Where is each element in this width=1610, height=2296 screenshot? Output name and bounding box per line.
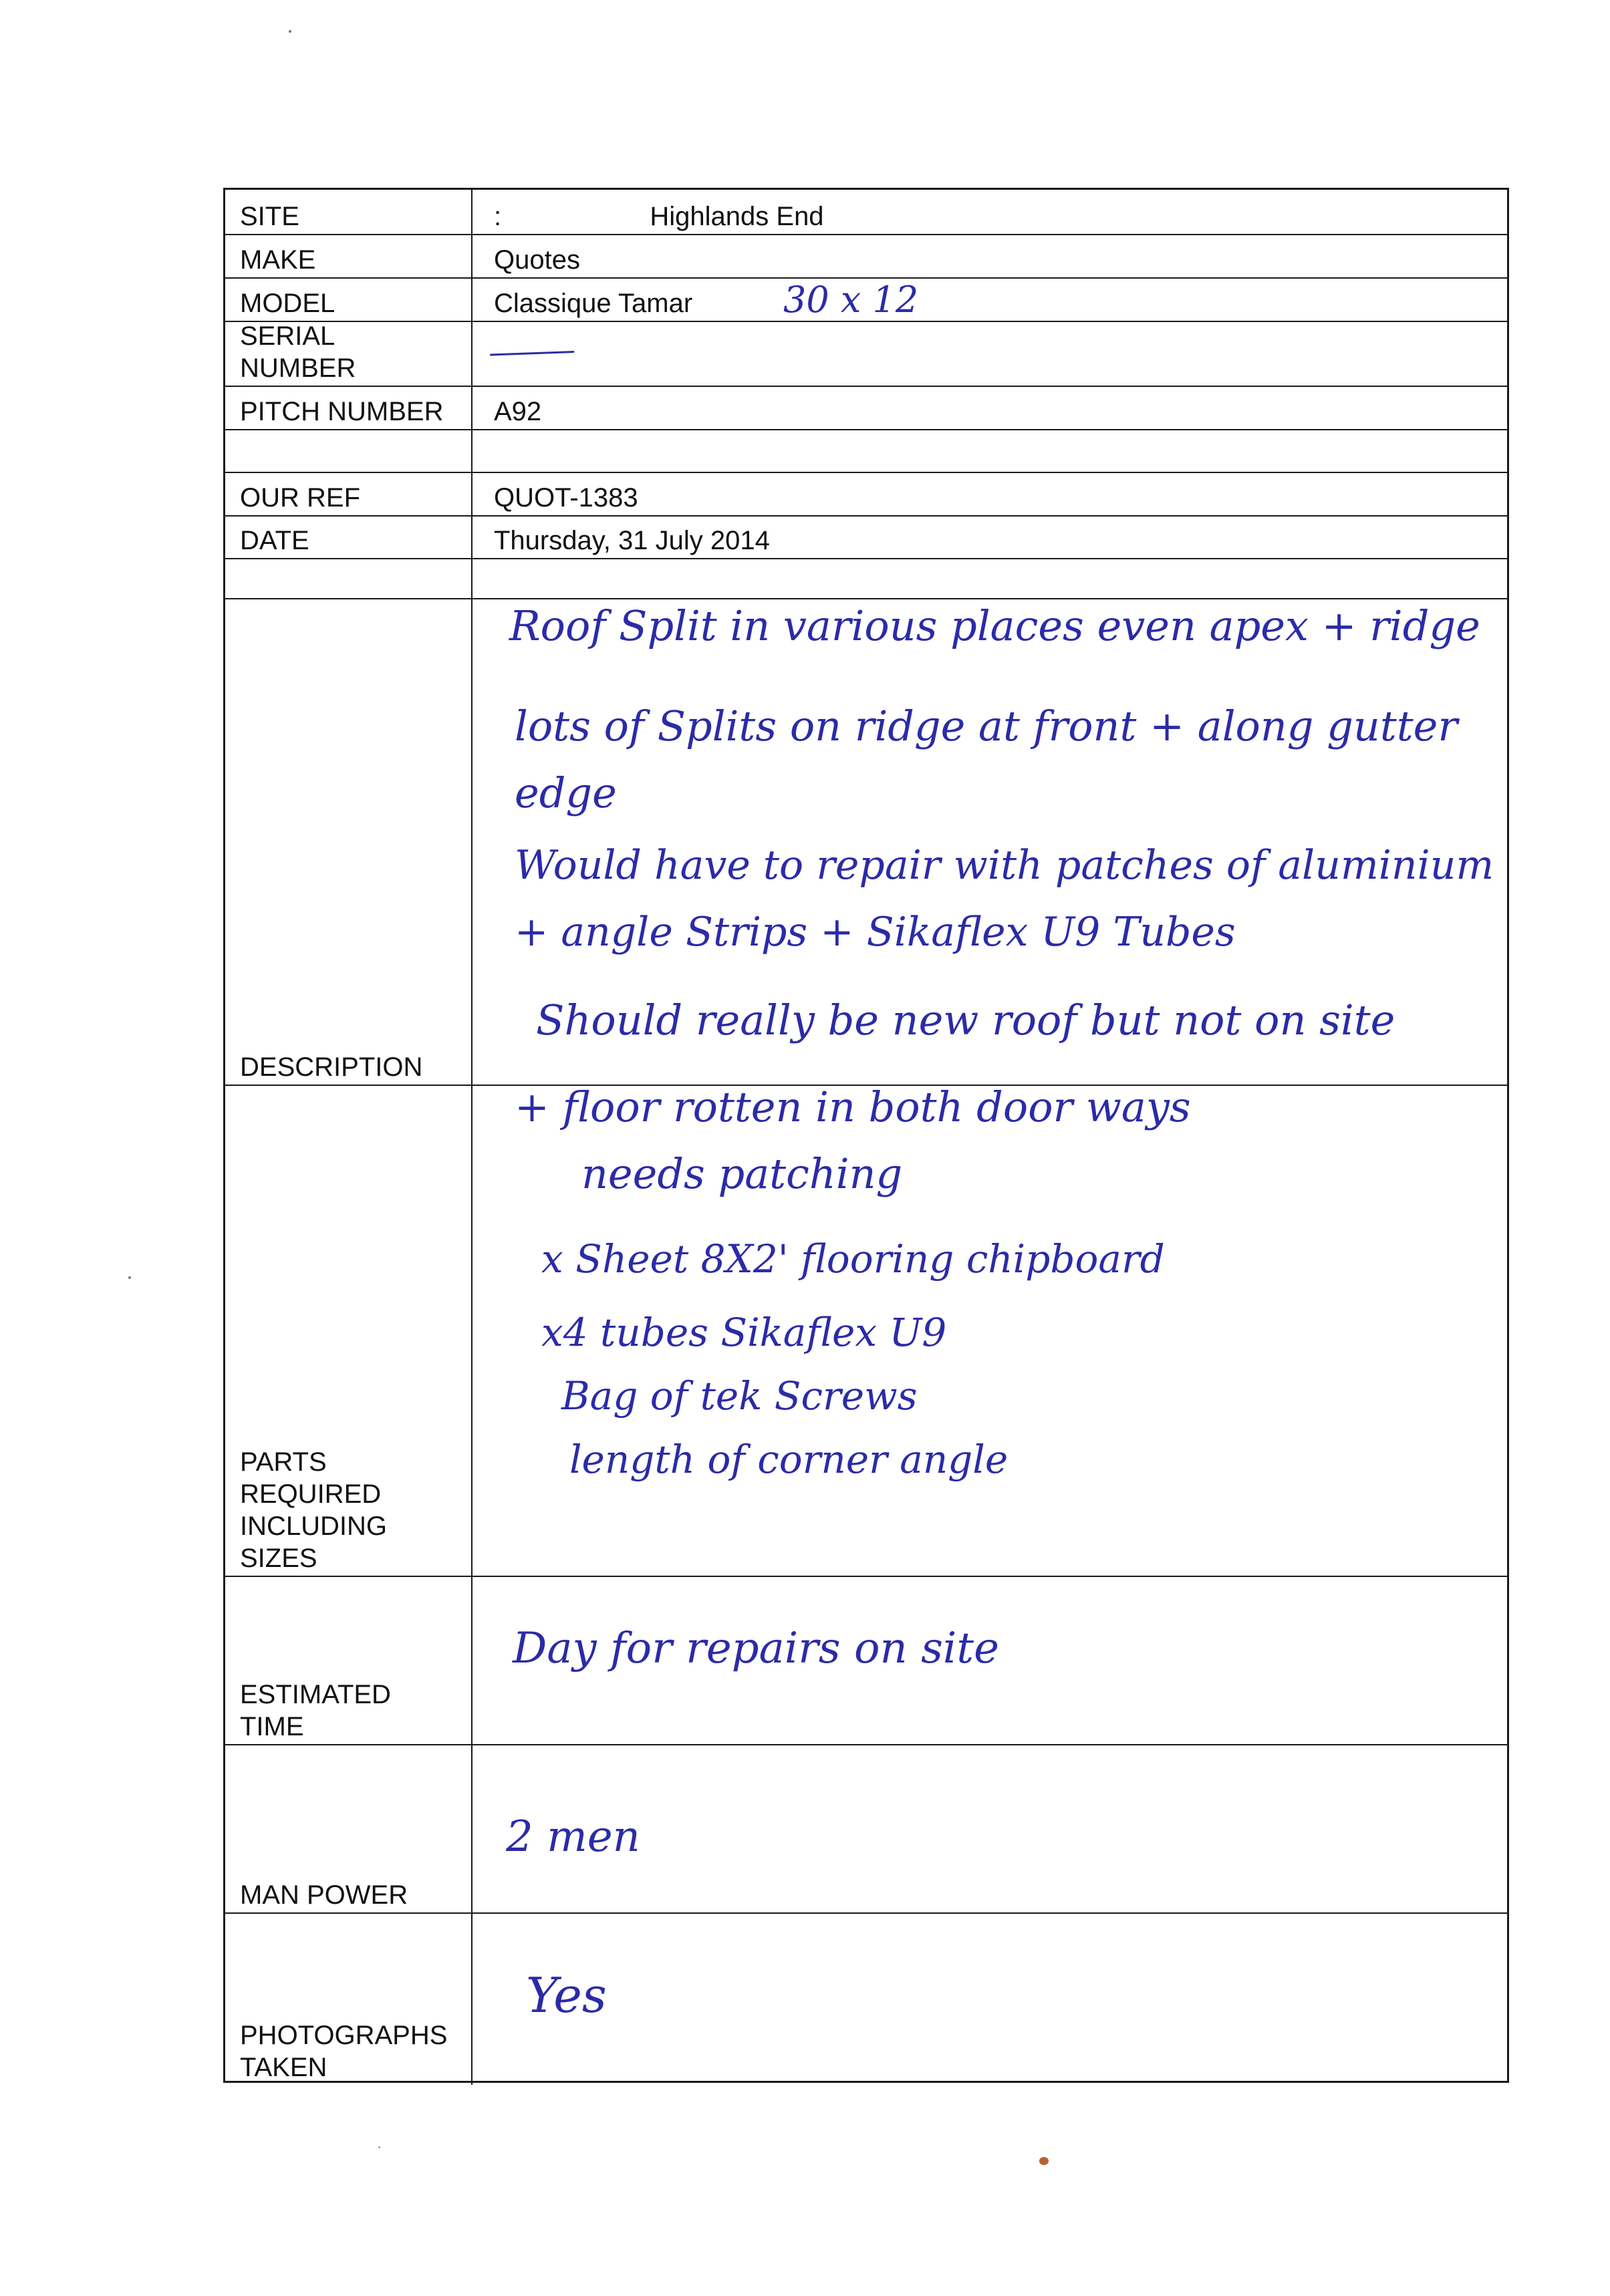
model-label: MODEL <box>240 289 336 318</box>
row-estimated-time <box>225 1577 1507 1745</box>
row-our-ref <box>225 473 1507 517</box>
value-cell <box>473 1914 1507 2085</box>
parts-handwriting <box>541 1149 1410 1497</box>
row-photographs-taken <box>225 1914 1507 2085</box>
our-ref-label: OUR REF <box>240 483 360 513</box>
date-value: Thursday, 31 July 2014 <box>494 526 770 555</box>
label-cell <box>225 517 473 558</box>
value-cell <box>473 1745 1507 1912</box>
photographs-taken-label: PHOTOGRAPHS TAKEN <box>240 2021 448 2082</box>
row-serial-number <box>225 322 1507 387</box>
label-cell <box>225 235 473 277</box>
value-cell <box>473 559 1507 598</box>
handwriting-line: + angle Strips + Sikaflex U9 Tubes <box>515 909 1236 956</box>
label-cell <box>225 1577 473 1744</box>
our-ref-value: QUOT-1383 <box>494 483 638 513</box>
description-handwriting <box>509 601 1579 1042</box>
value-cell <box>473 279 1507 321</box>
parts-required-label: PARTS REQUIRED INCLUDING SIZES <box>240 1447 388 1573</box>
photographs-taken-handwriting: Yes <box>526 1967 607 2023</box>
scan-speck <box>1039 2157 1049 2165</box>
handwriting-line: needs patching <box>581 1149 903 1198</box>
row-site <box>225 190 1507 235</box>
row-pitch-number <box>225 387 1507 430</box>
make-label: MAKE <box>240 245 316 275</box>
estimated-time-label: ESTIMATED TIME <box>240 1680 391 1741</box>
handwriting-line: length of corner angle <box>569 1437 1009 1482</box>
serial-number-dash-handwriting: ——— <box>488 331 573 371</box>
label-cell <box>225 1914 473 2085</box>
scan-speck <box>128 1276 131 1279</box>
man-power-label: MAN POWER <box>240 1880 408 1910</box>
description-label: DESCRIPTION <box>240 1052 423 1082</box>
serial-number-label: SERIAL NUMBER <box>240 321 356 383</box>
row-model <box>225 279 1507 322</box>
handwriting-line: + floor rotten in both door ways <box>515 1083 1191 1131</box>
label-cell <box>225 1086 473 1576</box>
label-cell <box>225 473 473 515</box>
label-cell <box>225 1745 473 1912</box>
scan-speck <box>378 2146 380 2148</box>
value-cell <box>473 235 1507 277</box>
handwriting-line: lots of Splits on ridge at front + along gutter <box>515 702 1458 750</box>
pitch-number-label: PITCH NUMBER <box>240 397 444 426</box>
value-cell <box>473 517 1507 558</box>
row-blank <box>225 430 1507 473</box>
scan-speck <box>289 30 291 33</box>
value-cell <box>473 322 1507 386</box>
label-cell <box>225 387 473 429</box>
value-cell <box>473 190 1507 234</box>
value-cell <box>473 1577 1507 1744</box>
label-cell <box>225 322 473 386</box>
estimated-time-handwriting: Day for repairs on site <box>513 1624 999 1673</box>
handwriting-line: Should really be new roof but not on site <box>536 996 1395 1044</box>
handwriting-line: x Sheet 8X2' flooring chipboard <box>541 1236 1165 1282</box>
site-label: SITE <box>240 202 299 231</box>
floor-note-handwriting <box>515 1083 1383 1136</box>
value-cell <box>473 430 1507 472</box>
date-label: DATE <box>240 526 309 555</box>
value-cell <box>473 473 1507 515</box>
site-value: : Highlands End <box>494 202 824 231</box>
value-cell <box>473 387 1507 429</box>
make-value: Quotes <box>494 245 580 275</box>
handwriting-line: Would have to repair with patches of aluminium <box>515 842 1494 889</box>
label-cell <box>225 599 473 1085</box>
label-cell <box>225 559 473 598</box>
handwriting-line: Roof Split in various places even apex + ridge <box>509 601 1480 650</box>
row-date <box>225 517 1507 559</box>
label-cell <box>225 190 473 234</box>
handwriting-line: Bag of tek Screws <box>561 1373 918 1419</box>
label-cell <box>225 430 473 472</box>
pitch-number-value: A92 <box>494 397 542 426</box>
row-blank <box>225 559 1507 599</box>
row-make <box>225 235 1507 279</box>
row-man-power <box>225 1745 1507 1914</box>
model-value: Classique Tamar <box>494 289 693 318</box>
model-size-handwriting: 30 x 12 <box>783 279 919 321</box>
handwriting-line: edge <box>515 768 617 817</box>
man-power-handwriting: 2 men <box>506 1812 640 1862</box>
label-cell <box>225 279 473 321</box>
handwriting-line: x4 tubes Sikaflex U9 <box>541 1310 947 1355</box>
